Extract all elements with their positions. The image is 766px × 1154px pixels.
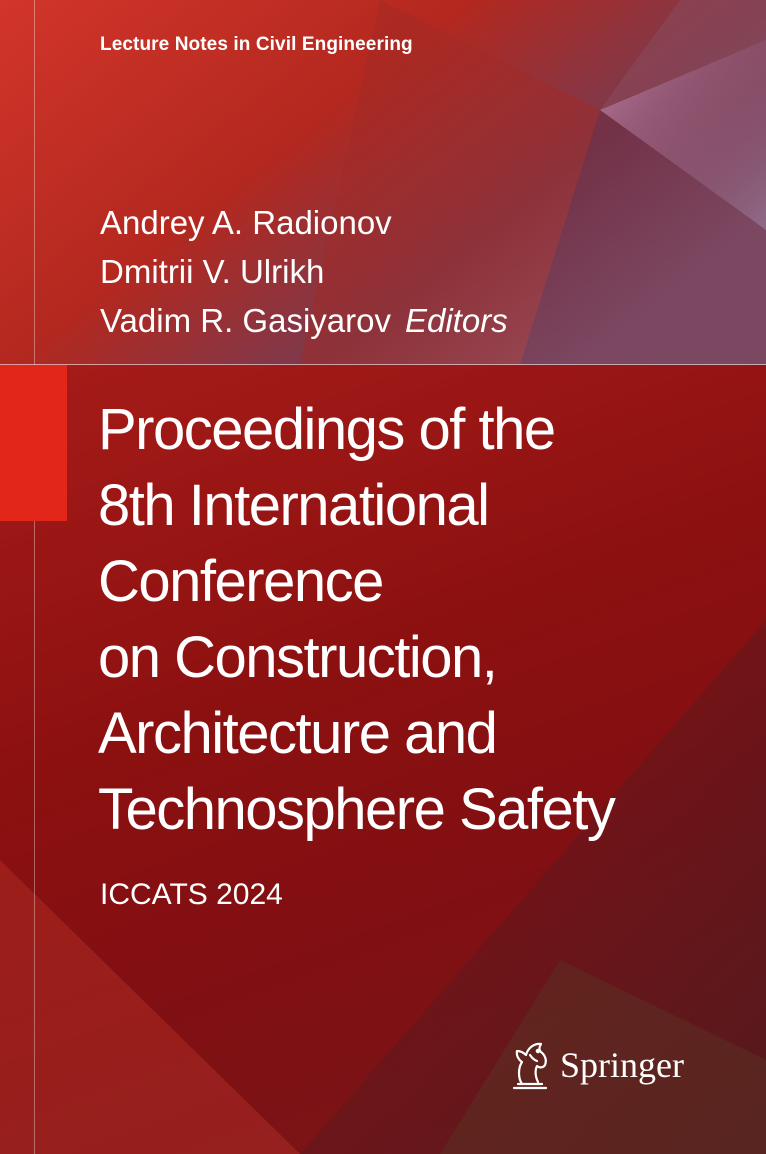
- editor-name: Andrey A. Radionov: [100, 204, 392, 241]
- horizontal-rule: [0, 364, 766, 365]
- editors-block: [100, 198, 508, 345]
- title-line: Conference: [98, 549, 383, 614]
- title-line: on Construction,: [98, 625, 497, 690]
- publisher-name: Springer: [560, 1045, 684, 1085]
- springer-horse-icon: [508, 1038, 552, 1092]
- book-title: [98, 392, 748, 848]
- editors-role: Editors: [404, 302, 508, 339]
- publisher-logo: [508, 1035, 684, 1095]
- title-line: Proceedings of the: [98, 397, 555, 462]
- book-subtitle: ICCATS 2024: [100, 878, 283, 911]
- title-line: Technosphere Safety: [98, 777, 615, 842]
- editor-name: Dmitrii V. Ulrikh: [100, 253, 325, 290]
- editor-name: Vadim R. Gasiyarov: [100, 302, 391, 339]
- accent-tab: [0, 365, 67, 521]
- vertical-rule: [34, 0, 35, 1154]
- editor-name-row: [100, 296, 508, 345]
- title-line: Architecture and: [98, 701, 497, 766]
- title-line: 8th International: [98, 473, 489, 538]
- series-title: Lecture Notes in Civil Engineering: [100, 34, 413, 55]
